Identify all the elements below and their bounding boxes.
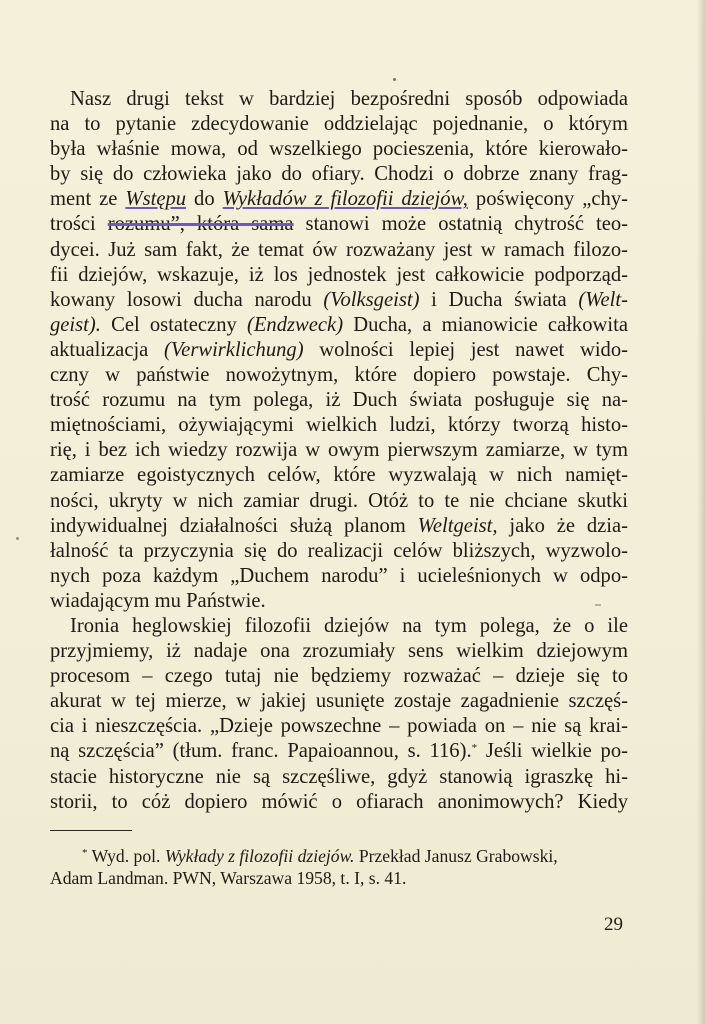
text-line bbox=[50, 489, 628, 514]
text-run: procesom – czego tutaj nie będziemy rozważać – dzieje się to bbox=[50, 665, 628, 688]
text-run: ną szczęścia” (tłum. franc. Papaioannou, s. 116). bbox=[50, 740, 472, 763]
text-line bbox=[50, 438, 628, 463]
footnote-rule bbox=[50, 830, 132, 831]
text-line bbox=[50, 790, 628, 815]
text-run: miętnościami, ożywiającymi wielkich ludzi, którzy tworzą histo- bbox=[50, 414, 628, 437]
text-run: Jeśli wielkie po- bbox=[477, 740, 629, 763]
text-run: była właśnie mowa, od wszelkiego pocieszenia, które kierowało- bbox=[50, 138, 628, 161]
text-line bbox=[50, 212, 628, 237]
text-run: do bbox=[186, 188, 223, 211]
text-run: Wykładów z filozofii dziejów, bbox=[222, 188, 468, 211]
text-run: aktualizacja bbox=[50, 338, 165, 361]
text-run: ment ze bbox=[50, 188, 126, 211]
text-line bbox=[50, 664, 628, 689]
text-run: (Verwirklichung) bbox=[164, 338, 304, 361]
text-line bbox=[50, 313, 628, 338]
text-line bbox=[50, 739, 628, 764]
footnote-line-2: Adam Landman. PWN, Warszawa 1958, t. I, s. 41. bbox=[50, 868, 407, 888]
text-line bbox=[50, 413, 628, 438]
text-run: dycei. Już sam fakt, że temat ów rozważany jest w ramach filozo- bbox=[50, 238, 628, 261]
text-run: fii dziejów, wskazuje, iż los jednostek jest całkowicie podporząd- bbox=[50, 263, 628, 286]
text-run: Ironia heglowskiej filozofii dziejów na tym polega, że o ile bbox=[70, 614, 628, 637]
text-run: (Welt- bbox=[578, 288, 628, 311]
text-line bbox=[50, 589, 628, 614]
text-run: (Volksgeist) bbox=[323, 288, 420, 311]
text-line bbox=[50, 187, 628, 212]
text-run: rozumu”, która sama bbox=[107, 213, 294, 236]
text-run: stacie historyczne nie są szczęśliwe, gdyż stanowią igraszkę hi- bbox=[50, 765, 628, 788]
text-run: Ducha, a mianowicie całkowita bbox=[343, 313, 628, 336]
text-run: Cel ostateczny bbox=[100, 313, 247, 336]
text-line bbox=[50, 137, 628, 162]
text-run: indywidualnej działalności służą planom bbox=[50, 514, 418, 537]
text-line bbox=[50, 689, 628, 714]
text-run: poświęcony „chy- bbox=[467, 188, 629, 211]
text-run: jako że dzia- bbox=[497, 514, 628, 537]
page-edge-shadow bbox=[697, 0, 705, 1024]
text-run: łalność ta przyczynia się do realizacji celów bliższych, wyzwolo- bbox=[50, 539, 628, 562]
footnote bbox=[50, 845, 630, 889]
text-run: trość rozumu na tym polega, iż Duch świata posługuje się na- bbox=[50, 389, 628, 412]
text-line bbox=[50, 112, 628, 137]
text-run: kowany losowi ducha narodu bbox=[50, 288, 324, 311]
text-run: trości bbox=[50, 213, 108, 236]
footnote-prefix: Wyd. pol. bbox=[87, 846, 165, 866]
text-run: wiadającym mu Państwie. bbox=[50, 589, 266, 612]
footnote-line-1 bbox=[50, 845, 630, 867]
footnote-marker: * bbox=[82, 847, 88, 859]
body-text bbox=[50, 87, 628, 815]
paper-speck bbox=[393, 78, 396, 81]
footnote-reference: * bbox=[471, 742, 478, 755]
text-run: czny w państwie nowożytnym, które dopiero powstaje. Chy- bbox=[50, 364, 628, 387]
text-run: stanowi może ostatnią chytrość teo- bbox=[293, 213, 629, 236]
text-line bbox=[50, 614, 628, 639]
text-run: by się do człowieka jako do ofiary. Chodzi o dobrze znany frag- bbox=[50, 163, 628, 186]
text-run: Weltgeist, bbox=[417, 514, 498, 537]
text-line bbox=[50, 87, 628, 112]
paper-speck bbox=[16, 537, 19, 540]
text-run: storii, to cóż dopiero mówić o ofiarach anonimowych? Kiedy bbox=[50, 790, 628, 813]
text-run: nych poza każdym „Duchem narodu” i ucieleśnionych w odpo- bbox=[50, 564, 628, 587]
text-run: zamiarze egoistycznych celów, które wyzwalają w nich namięt- bbox=[50, 464, 628, 487]
text-line bbox=[50, 639, 628, 664]
text-line bbox=[50, 363, 628, 388]
footnote-translator: Przekład Janusz Grabowski, bbox=[354, 846, 558, 866]
page-number: 29 bbox=[604, 914, 623, 935]
footnote-book-title: Wykłady z filozofii dziejów. bbox=[164, 846, 355, 866]
text-run: przyjmiemy, iż nadaje ona zrozumiały sens wielkim dziejowym bbox=[50, 640, 628, 663]
text-run: ności, ukryty w nich zamiar drugi. Otóż to te nie chciane skutki bbox=[50, 489, 628, 512]
text-line bbox=[50, 514, 628, 539]
text-run: wolności lepiej jest nawet wido- bbox=[303, 338, 628, 361]
text-line bbox=[50, 288, 628, 313]
text-line bbox=[50, 238, 628, 263]
text-run: akurat w tej mierze, w jakiej usunięte zostaje zagadnienie szczęś- bbox=[50, 690, 628, 713]
text-run: rię, i bez ich wiedzy rozwija w owym pierwszym zamiarze, w tym bbox=[50, 439, 628, 462]
text-run: cia i nieszczęścia. „Dzieje powszechne – powiada on – nie są krai- bbox=[50, 715, 628, 738]
text-line bbox=[50, 388, 628, 413]
text-line bbox=[50, 564, 628, 589]
text-line bbox=[50, 765, 628, 790]
text-line bbox=[50, 263, 628, 288]
text-run: Nasz drugi tekst w bardziej bezpośredni sposób odpowiada bbox=[70, 88, 628, 110]
text-line bbox=[50, 338, 628, 363]
text-run: geist). bbox=[50, 313, 101, 336]
text-run: i Ducha świata bbox=[419, 288, 579, 311]
text-run: Wstępu bbox=[125, 188, 187, 211]
text-line bbox=[50, 463, 628, 488]
text-line bbox=[50, 539, 628, 564]
text-line bbox=[50, 714, 628, 739]
text-run: na to pytanie zdecydowanie oddzielając pojednanie, o którym bbox=[50, 113, 628, 136]
text-line bbox=[50, 162, 628, 187]
text-run: (Endzweck) bbox=[247, 313, 344, 336]
